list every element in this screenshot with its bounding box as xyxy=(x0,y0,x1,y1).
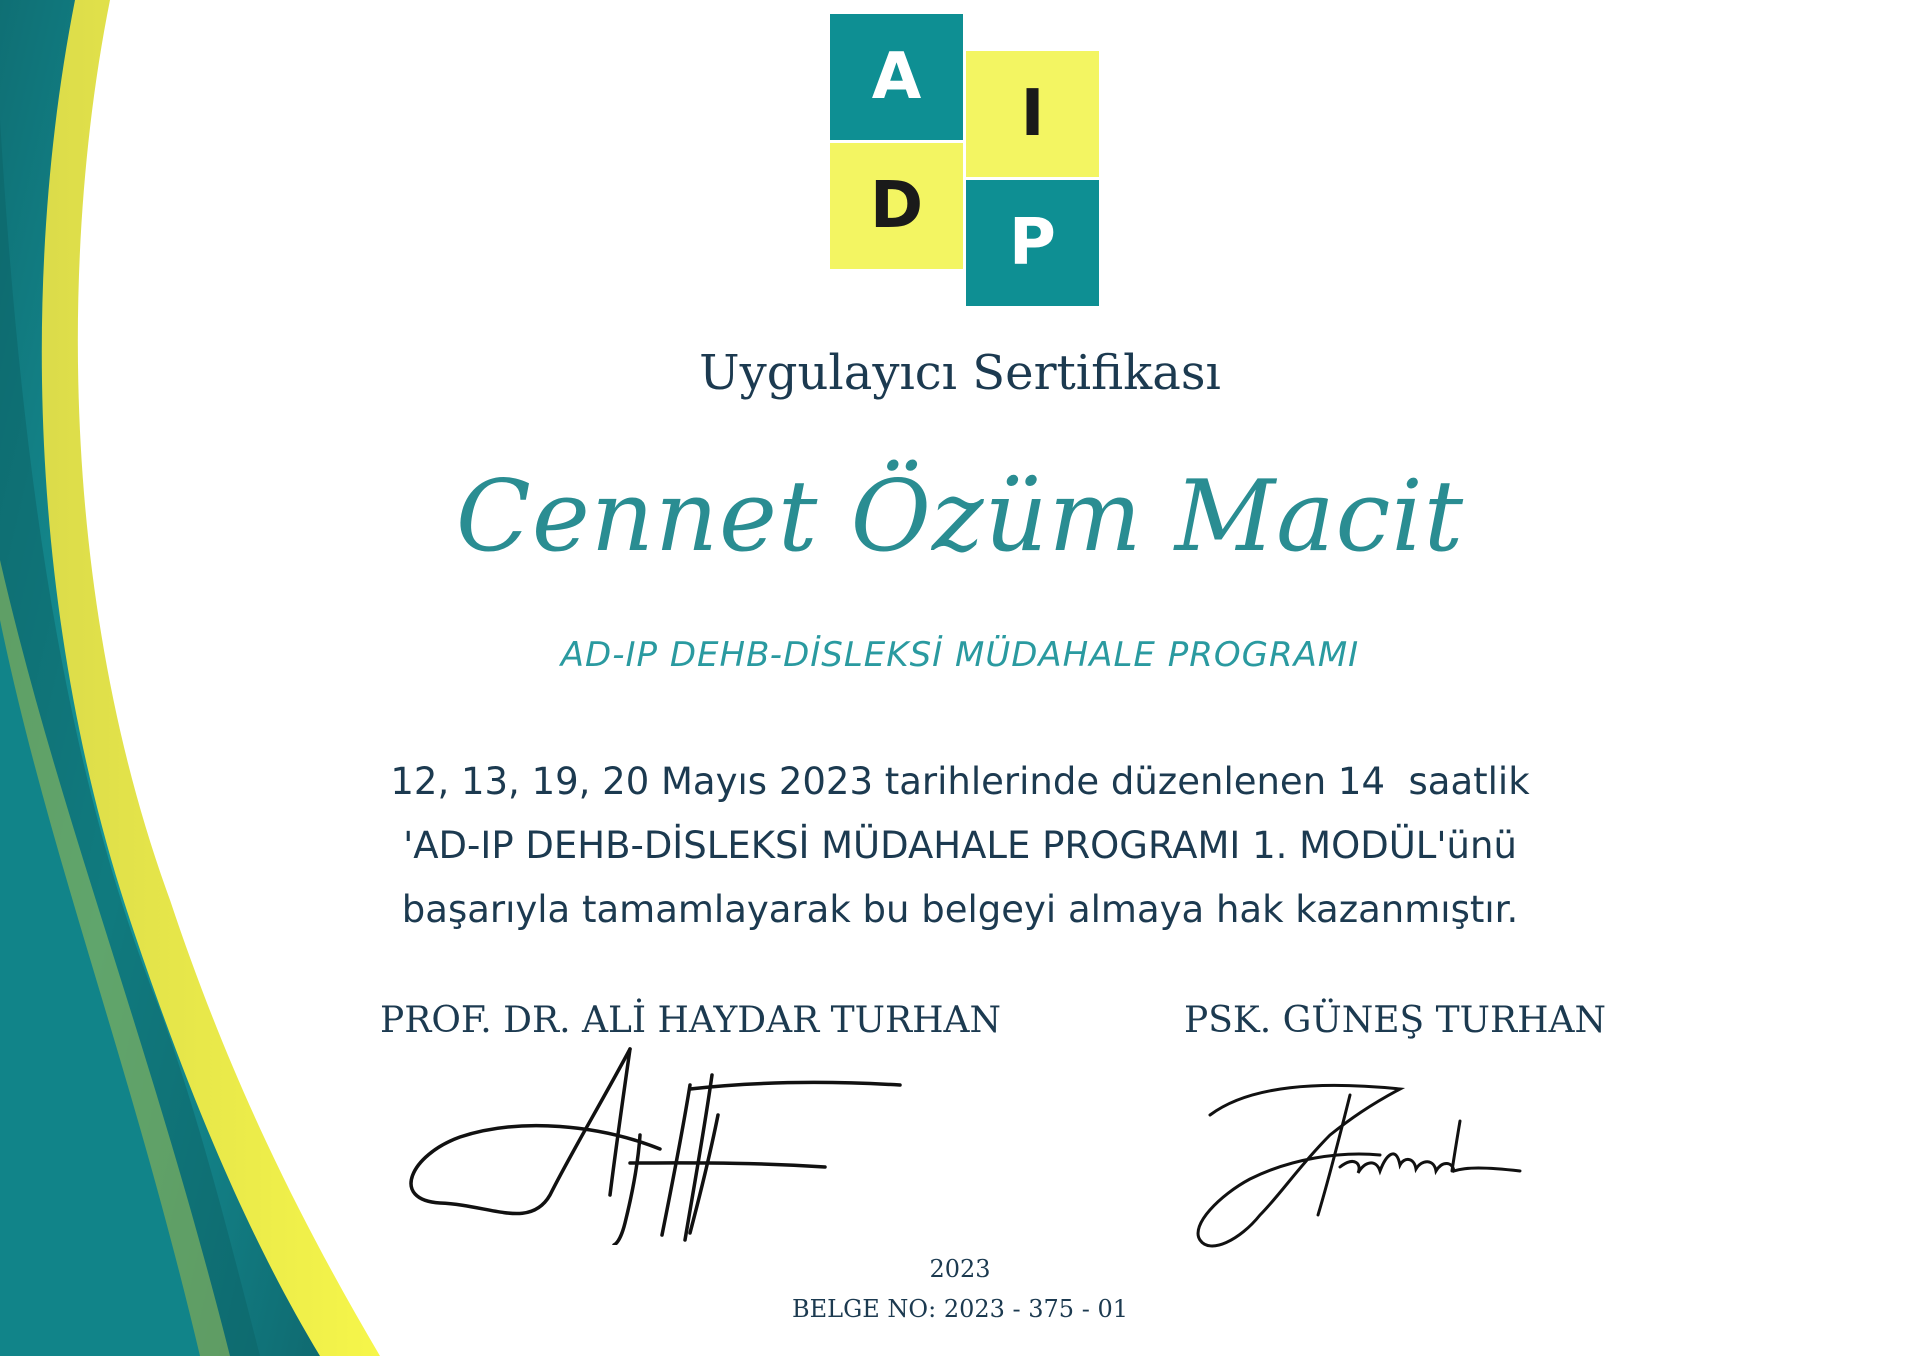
signer-name-2: PSK. GÜNEŞ TURHAN xyxy=(1184,1000,1606,1041)
decorative-wave-border xyxy=(0,0,400,1356)
logo-letter-i: I xyxy=(1020,77,1045,151)
logo-letter-a: A xyxy=(871,40,922,114)
logo-tile-p xyxy=(966,180,1099,306)
program-name: AD-IP DEHB-DİSLEKSİ MÜDAHALE PROGRAMI xyxy=(560,635,1360,675)
logo-letter-d: D xyxy=(869,169,924,243)
recipient-name: Cennet Özüm Macit xyxy=(455,460,1465,574)
body-line: 12, 13, 19, 20 Mayıs 2023 tarihlerinde düzenlenen 14 saatlik xyxy=(390,760,1530,803)
logo-tile-i xyxy=(966,51,1099,177)
footer-year: 2023 xyxy=(929,1255,991,1283)
adip-logo xyxy=(830,14,1100,306)
signer-name-1: PROF. DR. ALİ HAYDAR TURHAN xyxy=(380,1000,1001,1041)
signature-2 xyxy=(1190,1075,1530,1255)
certificate-title: Uygulayıcı Sertifikası xyxy=(699,345,1221,401)
logo-tile-a xyxy=(830,14,963,140)
signature-1 xyxy=(400,1045,920,1245)
logo-letter-p: P xyxy=(1009,206,1056,280)
logo-tile-d xyxy=(830,143,963,269)
body-line: 'AD-IP DEHB-DİSLEKSİ MÜDAHALE PROGRAMI 1. MODÜL'ünü xyxy=(403,824,1517,867)
document-number: BELGE NO: 2023 - 375 - 01 xyxy=(792,1295,1128,1323)
certificate-body xyxy=(0,750,1920,942)
body-line: başarıyla tamamlayarak bu belgeyi almaya hak kazanmıştır. xyxy=(401,888,1519,931)
